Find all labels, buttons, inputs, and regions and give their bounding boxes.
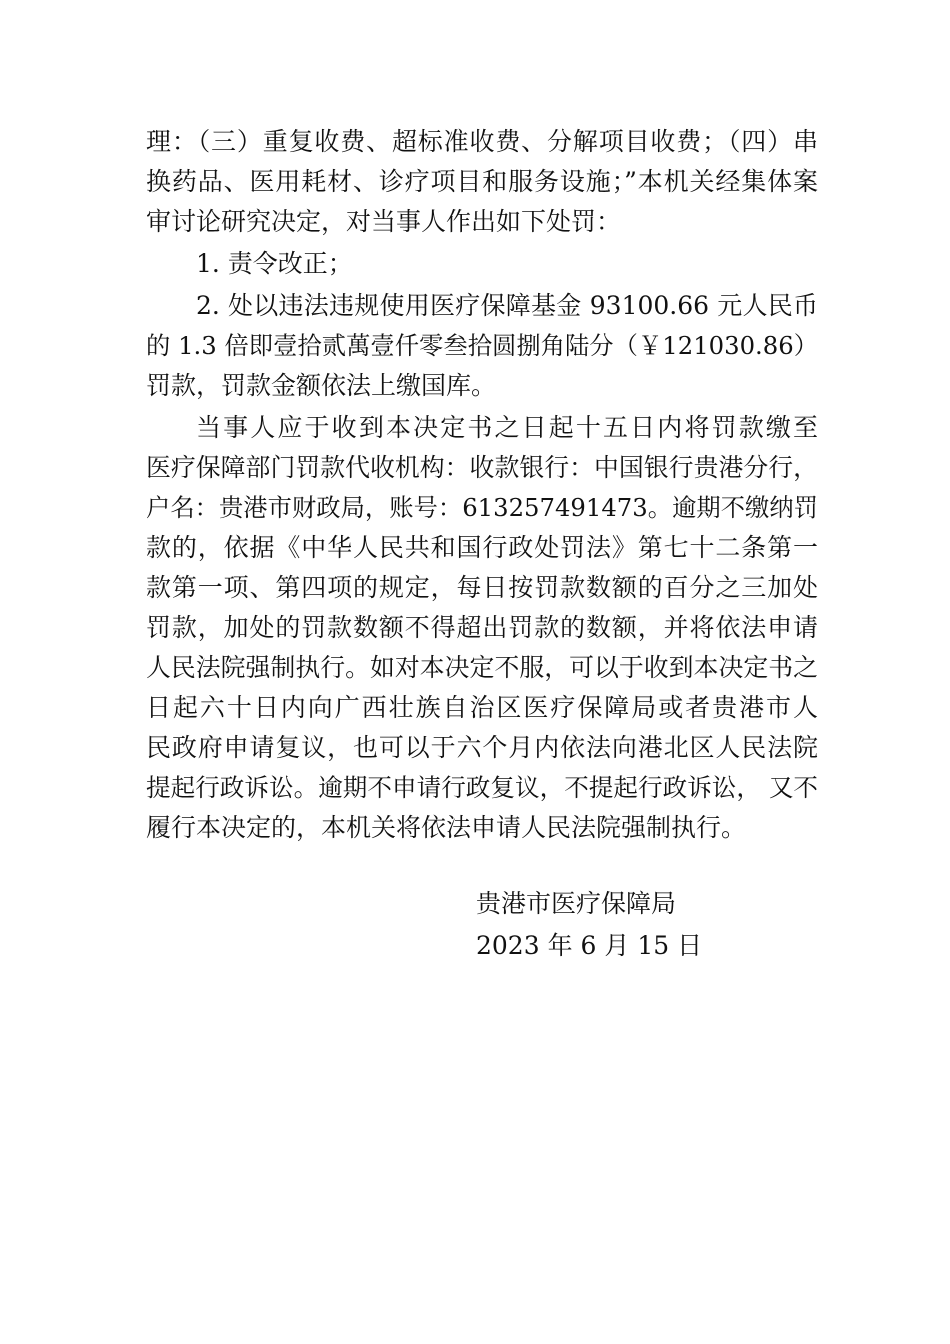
paragraph-line: 理：（三）重复收费、超标准收费、分解项目收费；（四）串 xyxy=(146,127,818,156)
paragraph-line: 提起行政诉讼。逾期不申请行政复议，不提起行政诉讼， 又不 xyxy=(146,773,818,802)
paragraph-line: 人民法院强制执行。如对本决定不服，可以于收到本决定书之 xyxy=(146,653,818,682)
paragraph-line: 日起六十日内向广西壮族自治区医疗保障局或者贵港市人 xyxy=(146,693,818,722)
paragraph-line: 审讨论研究决定，对当事人作出如下处罚： xyxy=(146,207,622,236)
signature-organization: 贵港市医疗保障局 xyxy=(476,889,677,918)
paragraph-line: 罚款，罚款金额依法上缴国库。 xyxy=(146,371,497,400)
paragraph-line: 的 1.3 倍即壹拾贰萬壹仟零叁拾圆捌角陆分（￥121030.86） xyxy=(146,331,818,360)
list-item-2: 2. 处以违法违规使用医疗保障基金 93100.66 元人民币 xyxy=(196,291,818,320)
paragraph-line: 当事人应于收到本决定书之日起十五日内将罚款缴至 xyxy=(196,413,818,442)
paragraph-line: 履行本决定的，本机关将依法申请人民法院强制执行。 xyxy=(146,813,747,842)
paragraph-line: 民政府申请复议，也可以于六个月内依法向港北区人民法院 xyxy=(146,733,818,762)
paragraph-line: 医疗保障部门罚款代收机构：收款银行：中国银行贵港分行， xyxy=(146,453,818,482)
paragraph-line: 户名：贵港市财政局，账号：613257491473。逾期不缴纳罚 xyxy=(146,493,818,522)
paragraph-line: 款的，依据《中华人民共和国行政处罚法》第七十二条第一 xyxy=(146,533,818,562)
paragraph-line: 罚款，加处的罚款数额不得超出罚款的数额，并将依法申请 xyxy=(146,613,818,642)
list-item-1: 1. 责令改正； xyxy=(196,249,353,278)
paragraph-line: 换药品、医用耗材、诊疗项目和服务设施；”本机关经集体案 xyxy=(146,167,818,196)
paragraph-line: 款第一项、第四项的规定，每日按罚款数额的百分之三加处 xyxy=(146,573,818,602)
signature-date: 2023 年 6 月 15 日 xyxy=(476,931,703,960)
